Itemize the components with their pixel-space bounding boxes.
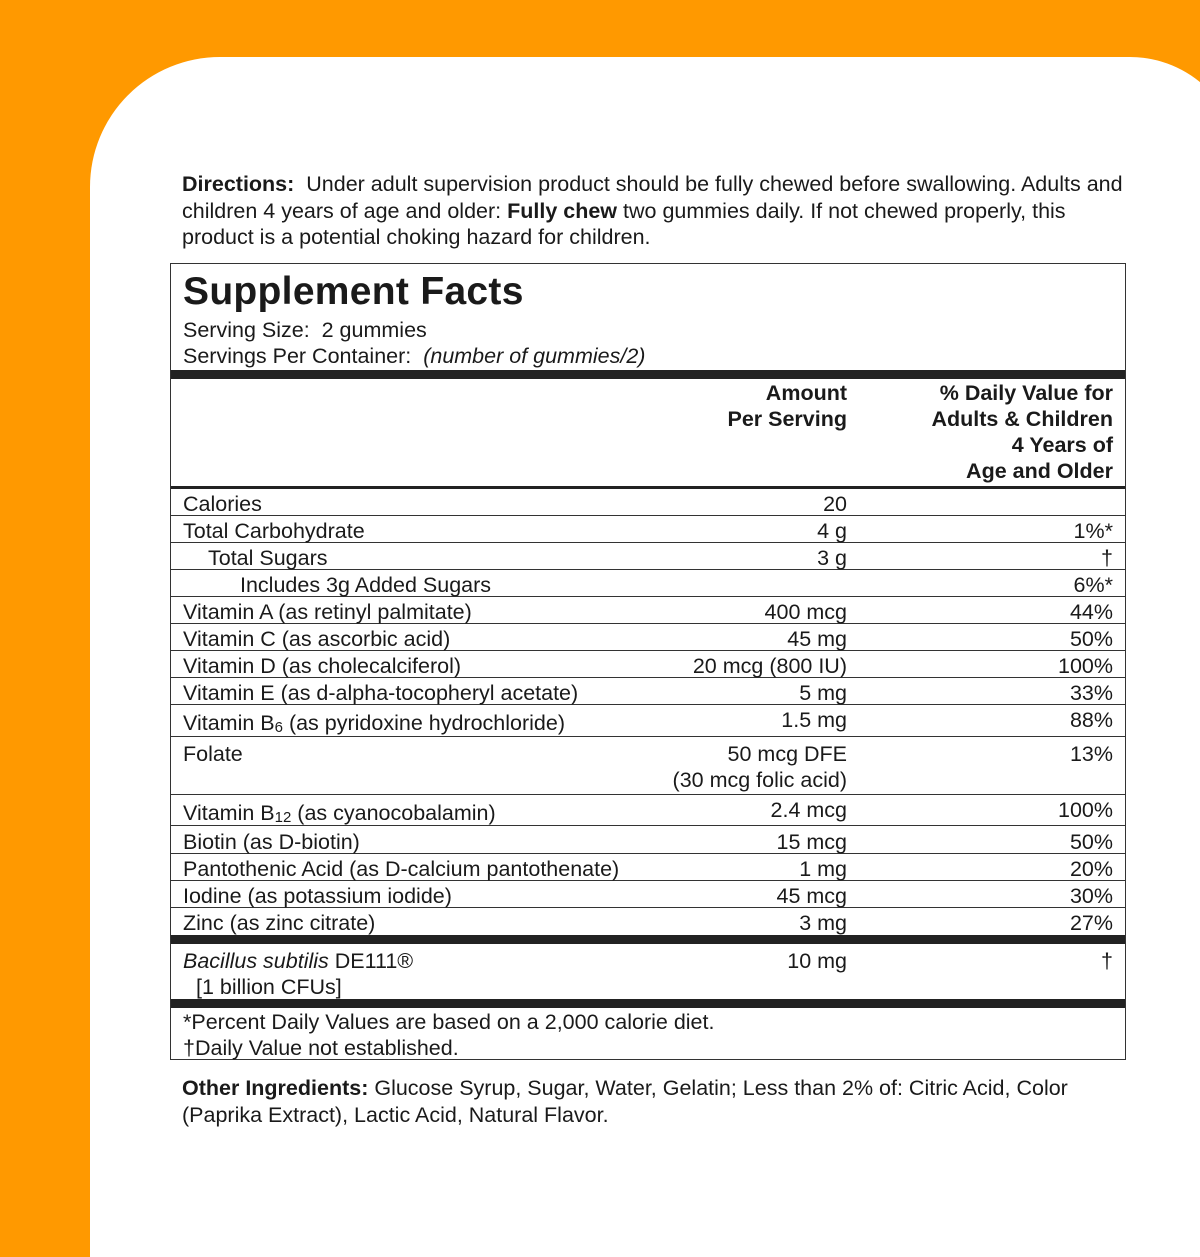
thick-rule-middle bbox=[171, 935, 1125, 944]
servings-per-container bbox=[183, 343, 645, 369]
dv-header-line-3: 4 Years of bbox=[1011, 433, 1113, 457]
probiotic-cfu: [1 billion CFUs] bbox=[196, 975, 342, 999]
nutrient-name: Zinc (as zinc citrate) bbox=[183, 911, 376, 935]
nutrient-name: Calories bbox=[183, 492, 262, 516]
nutrient-daily-value: 1%* bbox=[1073, 519, 1113, 543]
nutrient-daily-value: 27% bbox=[1069, 911, 1113, 935]
nutrient-row bbox=[171, 651, 1125, 678]
amount-header-line-2: Per Serving bbox=[727, 407, 847, 431]
nutrient-amount bbox=[673, 741, 847, 793]
directions-text-1: Under adult supervision product should be fully chewed before swallowing. Adults and children 4 years of age and older: bbox=[182, 172, 1123, 223]
probiotic-name bbox=[183, 948, 413, 974]
thick-rule-top bbox=[171, 370, 1125, 379]
probiotic-amount: 10 mg bbox=[787, 949, 847, 973]
servings-label: Servings Per Container: bbox=[183, 344, 412, 368]
probiotic-name-rest: DE111® bbox=[328, 949, 414, 973]
nutrient-row bbox=[171, 705, 1125, 737]
nutrient-daily-value: 100% bbox=[1058, 798, 1113, 822]
nutrient-name: Pantothenic Acid (as D-calcium pantothenate) bbox=[183, 857, 620, 881]
directions-text-2: two gummies daily. If not chewed properly, this product is a potential choking hazard for children. bbox=[182, 198, 1066, 249]
nutrient-row bbox=[171, 597, 1125, 624]
nutrient-row bbox=[171, 624, 1125, 651]
nutrient-row bbox=[171, 489, 1125, 516]
nutrient-name: Includes 3g Added Sugars bbox=[240, 573, 492, 597]
nutrient-amount: 1 mg bbox=[799, 857, 847, 881]
nutrient-row bbox=[171, 881, 1125, 908]
nutrient-daily-value: 6%* bbox=[1073, 573, 1113, 597]
nutrient-daily-value: 33% bbox=[1069, 681, 1113, 705]
nutrient-amount: 45 mg bbox=[787, 627, 847, 651]
other-ingredients-label: Other Ingredients: bbox=[182, 1076, 369, 1100]
probiotic-daily-value: † bbox=[1101, 949, 1113, 973]
daily-value-header bbox=[931, 380, 1113, 484]
nutrient-daily-value: 44% bbox=[1069, 600, 1113, 624]
nutrient-daily-value: 100% bbox=[1058, 654, 1113, 678]
nutrient-name: Folate bbox=[183, 742, 243, 766]
supplement-facts-panel bbox=[170, 263, 1126, 1060]
nutrient-row bbox=[171, 854, 1125, 881]
nutrient-name: Total Carbohydrate bbox=[183, 519, 365, 543]
serving-size-value: 2 gummies bbox=[321, 318, 427, 342]
nutrient-amount: 20 bbox=[823, 492, 847, 516]
amount-header-line-1: Amount bbox=[765, 381, 847, 405]
nutrient-name-subscript: 6 bbox=[274, 719, 283, 736]
nutrient-name: Biotin (as D-biotin) bbox=[183, 830, 360, 854]
nutrient-name: Vitamin D (as cholecalciferol) bbox=[183, 654, 462, 678]
nutrient-row bbox=[171, 795, 1125, 826]
nutrient-row bbox=[171, 570, 1125, 597]
nutrient-amount: 1.5 mg bbox=[781, 708, 847, 732]
nutrient-amount-line-2: (30 mcg folic acid) bbox=[672, 768, 847, 792]
nutrient-amount: 400 mcg bbox=[764, 600, 847, 624]
nutrient-name-suffix: (as cyanocobalamin) bbox=[291, 801, 496, 825]
nutrient-name: Vitamin A (as retinyl palmitate) bbox=[183, 600, 472, 624]
serving-size-label: Serving Size: bbox=[183, 318, 310, 342]
nutrient-row bbox=[171, 678, 1125, 705]
supplement-facts-title: Supplement Facts bbox=[183, 270, 524, 313]
nutrient-daily-value: 30% bbox=[1069, 884, 1113, 908]
nutrient-row bbox=[171, 516, 1125, 543]
nutrient-name: Total Sugars bbox=[208, 546, 328, 570]
nutrient-amount: 5 mg bbox=[799, 681, 847, 705]
nutrient-name-subscript: 12 bbox=[274, 809, 292, 826]
probiotic-row bbox=[171, 944, 1125, 999]
nutrient-amount: 15 mcg bbox=[776, 830, 847, 854]
serving-size bbox=[183, 317, 427, 343]
dv-header-line-2: Adults & Children bbox=[931, 407, 1113, 431]
directions-bold: Fully chew bbox=[507, 198, 618, 223]
nutrient-daily-value: 13% bbox=[1069, 742, 1113, 766]
directions-text bbox=[182, 171, 1142, 251]
nutrient-amount: 20 mcg (800 IU) bbox=[692, 654, 847, 678]
nutrient-name-prefix: Vitamin B bbox=[183, 801, 275, 825]
nutrient-row bbox=[171, 737, 1125, 795]
probiotic-name-italic: Bacillus subtilis bbox=[183, 949, 329, 973]
nutrient-amount: 2.4 mcg bbox=[770, 798, 847, 822]
nutrient-daily-value: 50% bbox=[1069, 830, 1113, 854]
nutrient-amount: 45 mcg bbox=[776, 884, 847, 908]
dv-header-line-1: % Daily Value for bbox=[939, 381, 1113, 405]
nutrient-amount: 4 g bbox=[817, 519, 847, 543]
nutrient-name-suffix: (as pyridoxine hydrochloride) bbox=[282, 711, 565, 735]
nutrient-daily-value: 20% bbox=[1069, 857, 1113, 881]
nutrient-amount: 3 mg bbox=[799, 911, 847, 935]
footnote-dagger: †Daily Value not established. bbox=[183, 1036, 459, 1060]
footnote-percent: *Percent Daily Values are based on a 2,000 calorie diet. bbox=[183, 1010, 715, 1034]
servings-value: (number of gummies/2) bbox=[423, 344, 646, 368]
thick-rule-bottom bbox=[171, 999, 1125, 1008]
nutrient-name: Vitamin C (as ascorbic acid) bbox=[183, 627, 451, 651]
nutrient-daily-value: † bbox=[1101, 546, 1113, 570]
directions-label: Directions: bbox=[182, 172, 295, 196]
amount-header bbox=[728, 380, 848, 432]
other-ingredients-text: Glucose Syrup, Sugar, Water, Gelatin; Less than 2% of: Citric Acid, Color (Paprika Extract), Lactic Acid, Natural Flavor. bbox=[182, 1076, 1068, 1127]
nutrient-row bbox=[171, 826, 1125, 854]
nutrient-name: Vitamin E (as d-alpha-tocopheryl acetate) bbox=[183, 681, 579, 705]
nutrient-name: Iodine (as potassium iodide) bbox=[183, 884, 452, 908]
other-ingredients bbox=[182, 1075, 1142, 1128]
dv-header-line-4: Age and Older bbox=[966, 459, 1113, 483]
nutrient-row bbox=[171, 543, 1125, 570]
nutrient-daily-value: 50% bbox=[1069, 627, 1113, 651]
nutrient-amount: 3 g bbox=[817, 546, 847, 570]
nutrient-name-prefix: Vitamin B bbox=[183, 711, 275, 735]
nutrient-amount-line-1: 50 mcg DFE bbox=[727, 742, 847, 766]
nutrient-row bbox=[171, 908, 1125, 935]
nutrient-daily-value: 88% bbox=[1069, 708, 1113, 732]
